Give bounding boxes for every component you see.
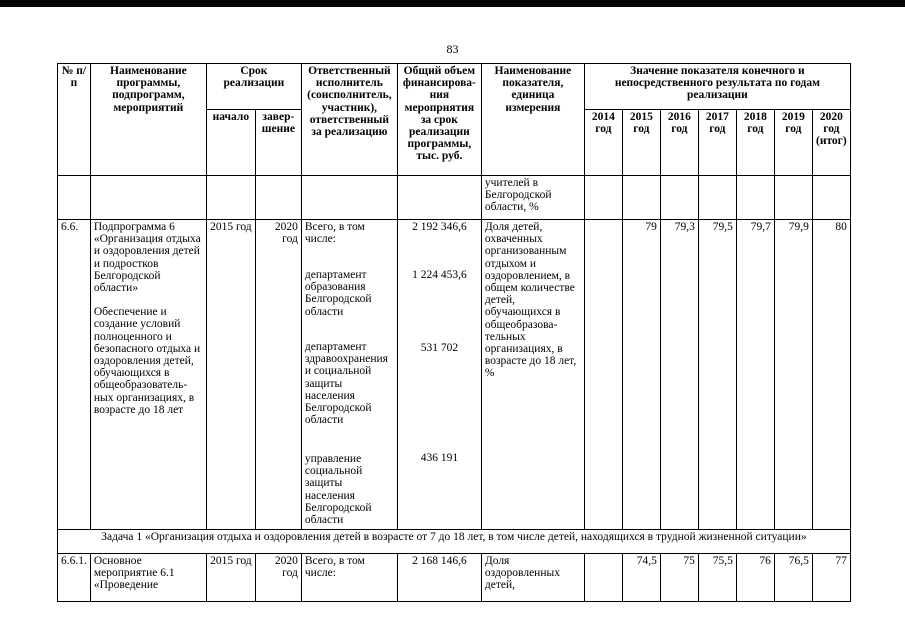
value-cell: 75 <box>660 554 698 602</box>
subprogram-title: Подпрограмма 6 «Организация отдыха и оздоровления детей и подростков Белгородской области» <box>93 221 201 295</box>
value-cell <box>584 220 622 530</box>
header-executor: Ответственный исполнитель (соисполнитель, участник), ответственный за реализацию <box>301 64 397 176</box>
value-cell: 79 <box>622 220 660 530</box>
header-year: 2018 год <box>736 110 774 176</box>
row-name: Основное мероприятие 6.1 «Проведение <box>90 554 206 602</box>
value-cell: 79,3 <box>660 220 698 530</box>
continuation-indicator: учителей в Белгородской области, % <box>481 176 584 220</box>
row-indicator: Доля оздоровленных детей, <box>481 554 584 602</box>
header-year: 2017 год <box>698 110 736 176</box>
row-name <box>90 220 206 530</box>
value-cell: 75,5 <box>698 554 736 602</box>
header-name: Наименование программы, подпрограмм, мероприятий <box>90 64 206 176</box>
row-end: 2020 год <box>255 220 301 530</box>
value-cell: 79,5 <box>698 220 736 530</box>
funding-total: 2 192 346,6 <box>412 221 467 233</box>
task-1-label: Задача 1 «Организация отдыха и оздоровления детей в возрасте от 7 до 18 лет, в том числе детей, находящихся в трудной жизненной ситуации» <box>58 530 851 554</box>
header-term: Срок реализации <box>206 64 301 110</box>
row-6-6 <box>58 220 851 530</box>
row-funding: 2 168 146,6 <box>397 554 481 602</box>
header-year: 2014 год <box>584 110 622 176</box>
value-cell: 77 <box>812 554 850 602</box>
value-cell: 79,9 <box>774 220 812 530</box>
task-row <box>58 530 851 554</box>
row-start: 2015 год <box>206 554 255 602</box>
header-year: 2015 год <box>622 110 660 176</box>
header-indicator: Наименование показателя, единица измерения <box>481 64 584 176</box>
continuation-row <box>58 176 851 220</box>
value-cell: 76,5 <box>774 554 812 602</box>
exec-social: управление социальной защиты населения Белгородской области <box>304 453 372 527</box>
row-executors: Всего, в том числе: <box>301 554 397 602</box>
row-num: 6.6. <box>58 220 91 530</box>
row-end: 2020 год <box>255 554 301 602</box>
value-cell: 74,5 <box>622 554 660 602</box>
program-table <box>57 63 851 602</box>
value-cell: 80 <box>812 220 850 530</box>
row-indicator: Доля детей, охваченных организованным отдыхом и оздоровлением, в общем количестве детей, обучающихся в общеобразова-тельных организациях, в возрасте до 18 лет, % <box>481 220 584 530</box>
header-year: 2019 год <box>774 110 812 176</box>
value-cell: 79,7 <box>736 220 774 530</box>
funding-health: 531 702 <box>420 342 459 354</box>
exec-health: департамент здравоохранения и социальной защиты населения Белгородской области <box>304 341 388 427</box>
row-6-6-1 <box>58 554 851 602</box>
header-year: 2016 год <box>660 110 698 176</box>
row-start: 2015 год <box>206 220 255 530</box>
row-executors <box>301 220 397 530</box>
scan-top-edge <box>0 0 905 7</box>
header-values: Значение показателя конечного и непосредственного результата по годам реализации <box>584 64 850 110</box>
subprogram-goal: Обеспечение и создание условий полноценного и безопасного отдыха и оздоровления детей, обучающихся в общеобразователь-ных организациях, в возрасте до 18 лет <box>93 306 201 416</box>
row-num: 6.6.1. <box>58 554 91 602</box>
header-term-end: завер-шение <box>255 110 301 176</box>
header-num: № п/п <box>58 64 91 176</box>
header-year: 2020 год (итог) <box>812 110 850 176</box>
page-number: 83 <box>446 42 459 56</box>
funding-education: 1 224 453,6 <box>412 269 467 281</box>
header-row-1 <box>58 64 851 110</box>
funding-social: 436 191 <box>420 452 459 464</box>
value-cell: 76 <box>736 554 774 602</box>
row-funding <box>397 220 481 530</box>
header-term-start: начало <box>206 110 255 176</box>
value-cell <box>584 554 622 602</box>
exec-total: Всего, в том числе: <box>304 221 365 246</box>
header-funding: Общий объем финансирова-ния мероприятия за срок реализации программы, тыс. руб. <box>397 64 481 176</box>
exec-education: департамент образования Белгородской области <box>304 269 372 318</box>
